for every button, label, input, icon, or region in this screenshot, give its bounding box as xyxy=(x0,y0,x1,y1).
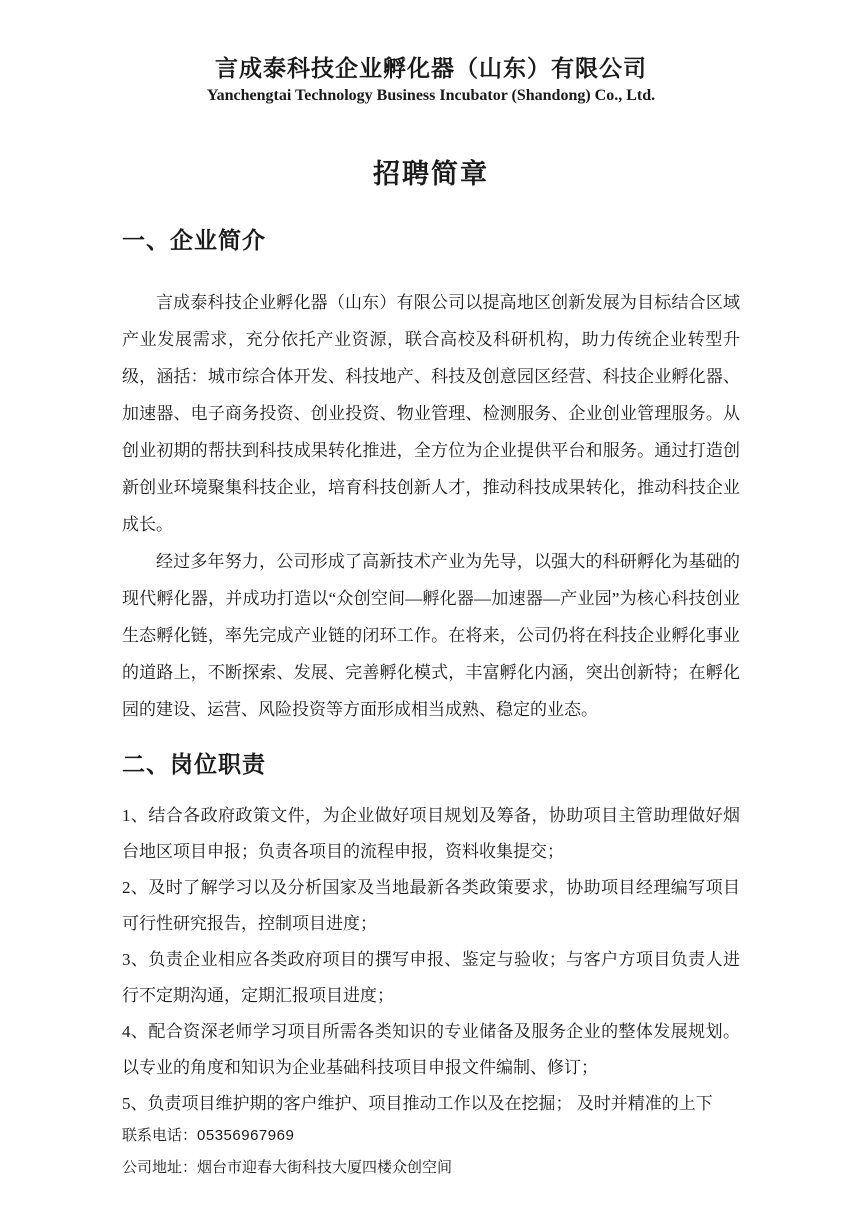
duty-item-5: 5、负责项目维护期的客户维护、项目推动工作以及在挖掘； 及时并精准的上下 xyxy=(122,1094,713,1113)
section-heading-company-profile: 一、企业简介 xyxy=(122,227,266,253)
duty-item-3: 3、负责企业相应各类政府项目的撰写申报、鉴定与验收；与客户方项目负责人进行不定期沟通，定期汇报项目进度； xyxy=(122,950,740,1005)
footer-phone-label: 联系电话： xyxy=(122,1128,198,1144)
footer-address-label: 公司地址： xyxy=(122,1160,198,1176)
company-profile-paragraph-2: 经过多年努力，公司形成了高新技术产业为先导，以强大的科研孵化为基础的现代孵化器，并成功打造以“众创空间—孵化器—加速器—产业园”为核心科技创业生态孵化链，率先完成产业链的闭环工作。在将来，公司仍将在科技企业孵化事业的道路上，不断探索、发展、完善孵化模式，丰富孵化内涵，突出创新特；在孵化园的建设、运营、风险投资等方面形成相当成熟、稳定的业态。 xyxy=(122,552,740,719)
company-name-chinese: 言成泰科技企业孵化器（山东）有限公司 xyxy=(215,56,647,81)
footer-address-value: 烟台市迎春大街科技大厦四楼众创空间 xyxy=(197,1160,453,1176)
document-title: 招聘简章 xyxy=(373,159,489,189)
footer-phone-line xyxy=(122,1126,740,1146)
duty-list xyxy=(122,798,740,1122)
company-profile-paragraph-1: 言成泰科技企业孵化器（山东）有限公司以提高地区创新发展为目标结合区域产业发展需求，充分依托产业资源，联合高校及科研机构，助力传统企业转型升级，涵括：城市综合体开发、科技地产、科技及创意园区经营、科技企业孵化器、加速器、电子商务投资、创业投资、物业管理、检测服务、企业创业管理服务。从创业初期的帮扶到科技成果转化推进，全方位为企业提供平台和服务。通过打造创新创业环境聚集科技企业，培育科技创新人才，推动科技成果转化，推动科技企业成长。 xyxy=(122,293,740,534)
footer-address-line xyxy=(122,1158,740,1178)
company-name-english: Yanchengtai Technology Business Incubator (Shandong) Co., Ltd. xyxy=(206,87,656,104)
duty-item-1: 1、结合各政府政策文件，为企业做好项目规划及筹备，协助项目主管助理做好烟台地区项目申报；负责各项目的流程申报，资料收集提交； xyxy=(122,806,740,861)
duty-item-4: 4、配合资深老师学习项目所需各类知识的专业储备及服务企业的整体发展规划。以专业的角度和知识为企业基础科技项目申报文件编制、修订； xyxy=(122,1022,740,1077)
duty-item-2: 2、及时了解学习以及分析国家及当地最新各类政策要求，协助项目经理编写项目可行性研究报告，控制项目进度； xyxy=(122,878,740,933)
footer-phone-value: 05356967969 xyxy=(197,1127,295,1144)
page-footer xyxy=(122,1126,740,1190)
section-heading-job-duties: 二、岗位职责 xyxy=(122,751,266,777)
